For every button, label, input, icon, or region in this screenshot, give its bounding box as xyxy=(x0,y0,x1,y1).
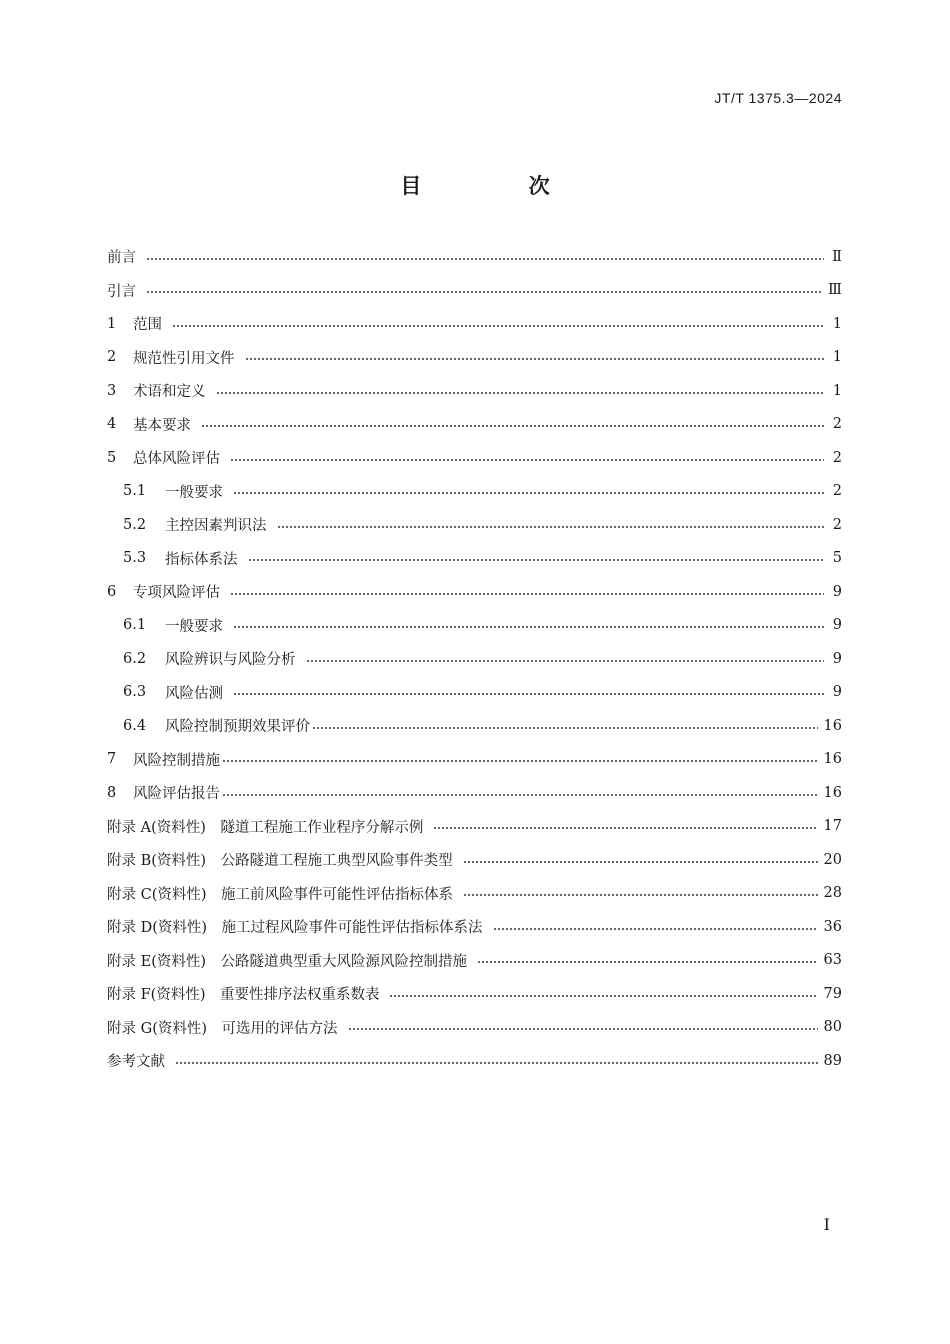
dot-leader xyxy=(233,693,824,695)
toc-entry[interactable] xyxy=(107,542,842,576)
dot-leader xyxy=(201,425,824,427)
toc-entry-page: 17 xyxy=(823,818,842,835)
dot-leader xyxy=(493,928,818,930)
toc-entry-title: 专项风险评估 xyxy=(133,585,220,602)
dot-leader xyxy=(463,861,818,863)
toc-entry-title: 规范性引用文件 xyxy=(133,350,235,367)
dot-leader xyxy=(348,1028,818,1030)
toc-entry[interactable] xyxy=(107,810,842,844)
dot-leader xyxy=(233,626,824,628)
toc-entry-number: 4 xyxy=(107,416,117,433)
toc-entry-title: 附录 F(资料性) 重要性排序法权重系数表 xyxy=(107,987,380,1004)
toc-entry-title: 指标体系法 xyxy=(165,551,238,568)
toc-entry[interactable] xyxy=(107,977,842,1011)
toc-entry-title: 主控因素判识法 xyxy=(165,518,267,535)
toc-entry-number: 1 xyxy=(107,315,117,332)
toc-entry-title: 附录 D(资料性) 施工过程风险事件可能性评估指标体系法 xyxy=(107,920,483,937)
toc-entry-page: 9 xyxy=(832,684,842,701)
dot-leader xyxy=(463,894,818,896)
toc-entry-page: 2 xyxy=(832,449,842,466)
toc-entry-page: 9 xyxy=(832,650,842,667)
toc-entry[interactable] xyxy=(107,1011,842,1045)
toc-entry-page: 16 xyxy=(823,784,842,801)
toc-entry-title: 引言 xyxy=(107,283,136,300)
toc-entry-page: 1 xyxy=(832,349,842,366)
toc-entry-page: 36 xyxy=(823,918,842,935)
toc-entry[interactable] xyxy=(107,475,842,509)
toc-entry-number: 6.1 xyxy=(123,617,147,634)
toc-entry-title: 附录 A(资料性) 隧道工程施工作业程序分解示例 xyxy=(107,819,424,836)
dot-leader xyxy=(230,459,824,461)
dot-leader xyxy=(312,727,818,729)
toc-entry-page: 63 xyxy=(823,952,842,969)
toc-entry-page: 16 xyxy=(823,751,842,768)
toc-entry-page: 9 xyxy=(832,583,842,600)
toc-entry[interactable] xyxy=(107,910,842,944)
dot-leader xyxy=(306,660,825,662)
footer-page-number: I xyxy=(823,1215,830,1234)
toc-entry[interactable] xyxy=(107,642,842,676)
toc-entry[interactable] xyxy=(107,944,842,978)
toc-entry-page: 28 xyxy=(823,885,842,902)
toc-entry[interactable] xyxy=(107,676,842,710)
toc-entry-title: 前言 xyxy=(107,250,136,267)
dot-leader xyxy=(222,794,818,796)
toc-entry[interactable] xyxy=(107,877,842,911)
toc-entry[interactable] xyxy=(107,575,842,609)
toc-entry-title: 风险估测 xyxy=(165,685,223,702)
dot-leader xyxy=(433,827,817,829)
toc-entry-number: 8 xyxy=(107,784,117,801)
toc-entry-page: 89 xyxy=(823,1052,842,1069)
dot-leader xyxy=(222,760,818,762)
toc-entry-title: 基本要求 xyxy=(133,417,191,434)
toc-entry-number: 6 xyxy=(107,583,117,600)
dot-leader xyxy=(230,593,824,595)
toc-entry-number: 3 xyxy=(107,382,117,399)
toc-entry-title: 附录 E(资料性) 公路隧道典型重大风险源风险控制措施 xyxy=(107,953,468,970)
dot-leader xyxy=(389,995,817,997)
toc-entry[interactable] xyxy=(107,240,842,274)
toc-entry-page: Ⅱ xyxy=(832,248,842,265)
dot-leader xyxy=(248,559,825,561)
document-code: JT/T 1375.3—2024 xyxy=(714,90,842,106)
toc-entry-page: 80 xyxy=(823,1019,842,1036)
dot-leader xyxy=(477,961,818,963)
toc-entry[interactable] xyxy=(107,374,842,408)
toc-entry-title: 附录 C(资料性) 施工前风险事件可能性评估指标体系 xyxy=(107,886,454,903)
toc-entry-number: 5.1 xyxy=(123,483,147,500)
dot-leader xyxy=(146,258,824,260)
dot-leader xyxy=(277,526,825,528)
toc-entry-number: 6.3 xyxy=(123,684,147,701)
dot-leader xyxy=(146,291,822,293)
toc-entry-page: 79 xyxy=(823,985,842,1002)
toc-entry[interactable] xyxy=(107,441,842,475)
toc-entry-page: 16 xyxy=(823,717,842,734)
toc-entry[interactable] xyxy=(107,307,842,341)
toc-entry-page: 2 xyxy=(832,516,842,533)
toc-entry-title: 一般要求 xyxy=(165,484,223,501)
dot-leader xyxy=(175,1062,818,1064)
toc-entry-number: 6.2 xyxy=(123,650,147,667)
toc-entry[interactable] xyxy=(107,408,842,442)
toc-entry-page: 2 xyxy=(832,483,842,500)
toc-entry-title: 附录 G(资料性) 可选用的评估方法 xyxy=(107,1020,338,1037)
toc-entry-title: 风险评估报告 xyxy=(133,786,220,803)
toc-entry[interactable] xyxy=(107,743,842,777)
toc-entry-page: 1 xyxy=(832,315,842,332)
toc-entry[interactable] xyxy=(107,508,842,542)
toc-entry-page: 1 xyxy=(832,382,842,399)
toc-entry-page: 9 xyxy=(832,617,842,634)
table-of-contents xyxy=(107,240,842,1078)
toc-entry-title: 范围 xyxy=(133,317,162,334)
toc-entry-number: 5.2 xyxy=(123,516,147,533)
toc-entry[interactable] xyxy=(107,1044,842,1078)
toc-entry-number: 2 xyxy=(107,349,117,366)
toc-entry-title: 总体风险评估 xyxy=(133,451,220,468)
dot-leader xyxy=(233,492,824,494)
toc-entry[interactable] xyxy=(107,609,842,643)
toc-entry-number: 5.3 xyxy=(123,550,147,567)
page-title: 目 次 xyxy=(400,174,600,198)
toc-entry-title: 术语和定义 xyxy=(133,384,206,401)
toc-entry-page: 20 xyxy=(823,851,842,868)
toc-entry[interactable] xyxy=(107,776,842,810)
toc-entry-page: 2 xyxy=(832,416,842,433)
toc-entry-page: Ⅲ xyxy=(828,282,842,299)
dot-leader xyxy=(245,358,825,360)
dot-leader xyxy=(216,392,825,394)
toc-entry-title: 参考文献 xyxy=(107,1054,165,1071)
toc-entry[interactable] xyxy=(107,843,842,877)
toc-entry-title: 附录 B(资料性) 公路隧道工程施工典型风险事件类型 xyxy=(107,853,453,870)
toc-entry-title: 一般要求 xyxy=(165,618,223,635)
toc-entry-title: 风险辨识与风险分析 xyxy=(165,652,296,669)
toc-entry-number: 7 xyxy=(107,751,117,768)
dot-leader xyxy=(172,325,824,327)
toc-entry-number: 6.4 xyxy=(123,717,147,734)
toc-entry[interactable] xyxy=(107,709,842,743)
toc-entry-title: 风险控制措施 xyxy=(133,752,220,769)
toc-entry-number: 5 xyxy=(107,449,117,466)
toc-entry-title: 风险控制预期效果评价 xyxy=(165,719,310,736)
toc-entry[interactable] xyxy=(107,341,842,375)
toc-entry[interactable] xyxy=(107,274,842,308)
toc-entry-page: 5 xyxy=(832,550,842,567)
